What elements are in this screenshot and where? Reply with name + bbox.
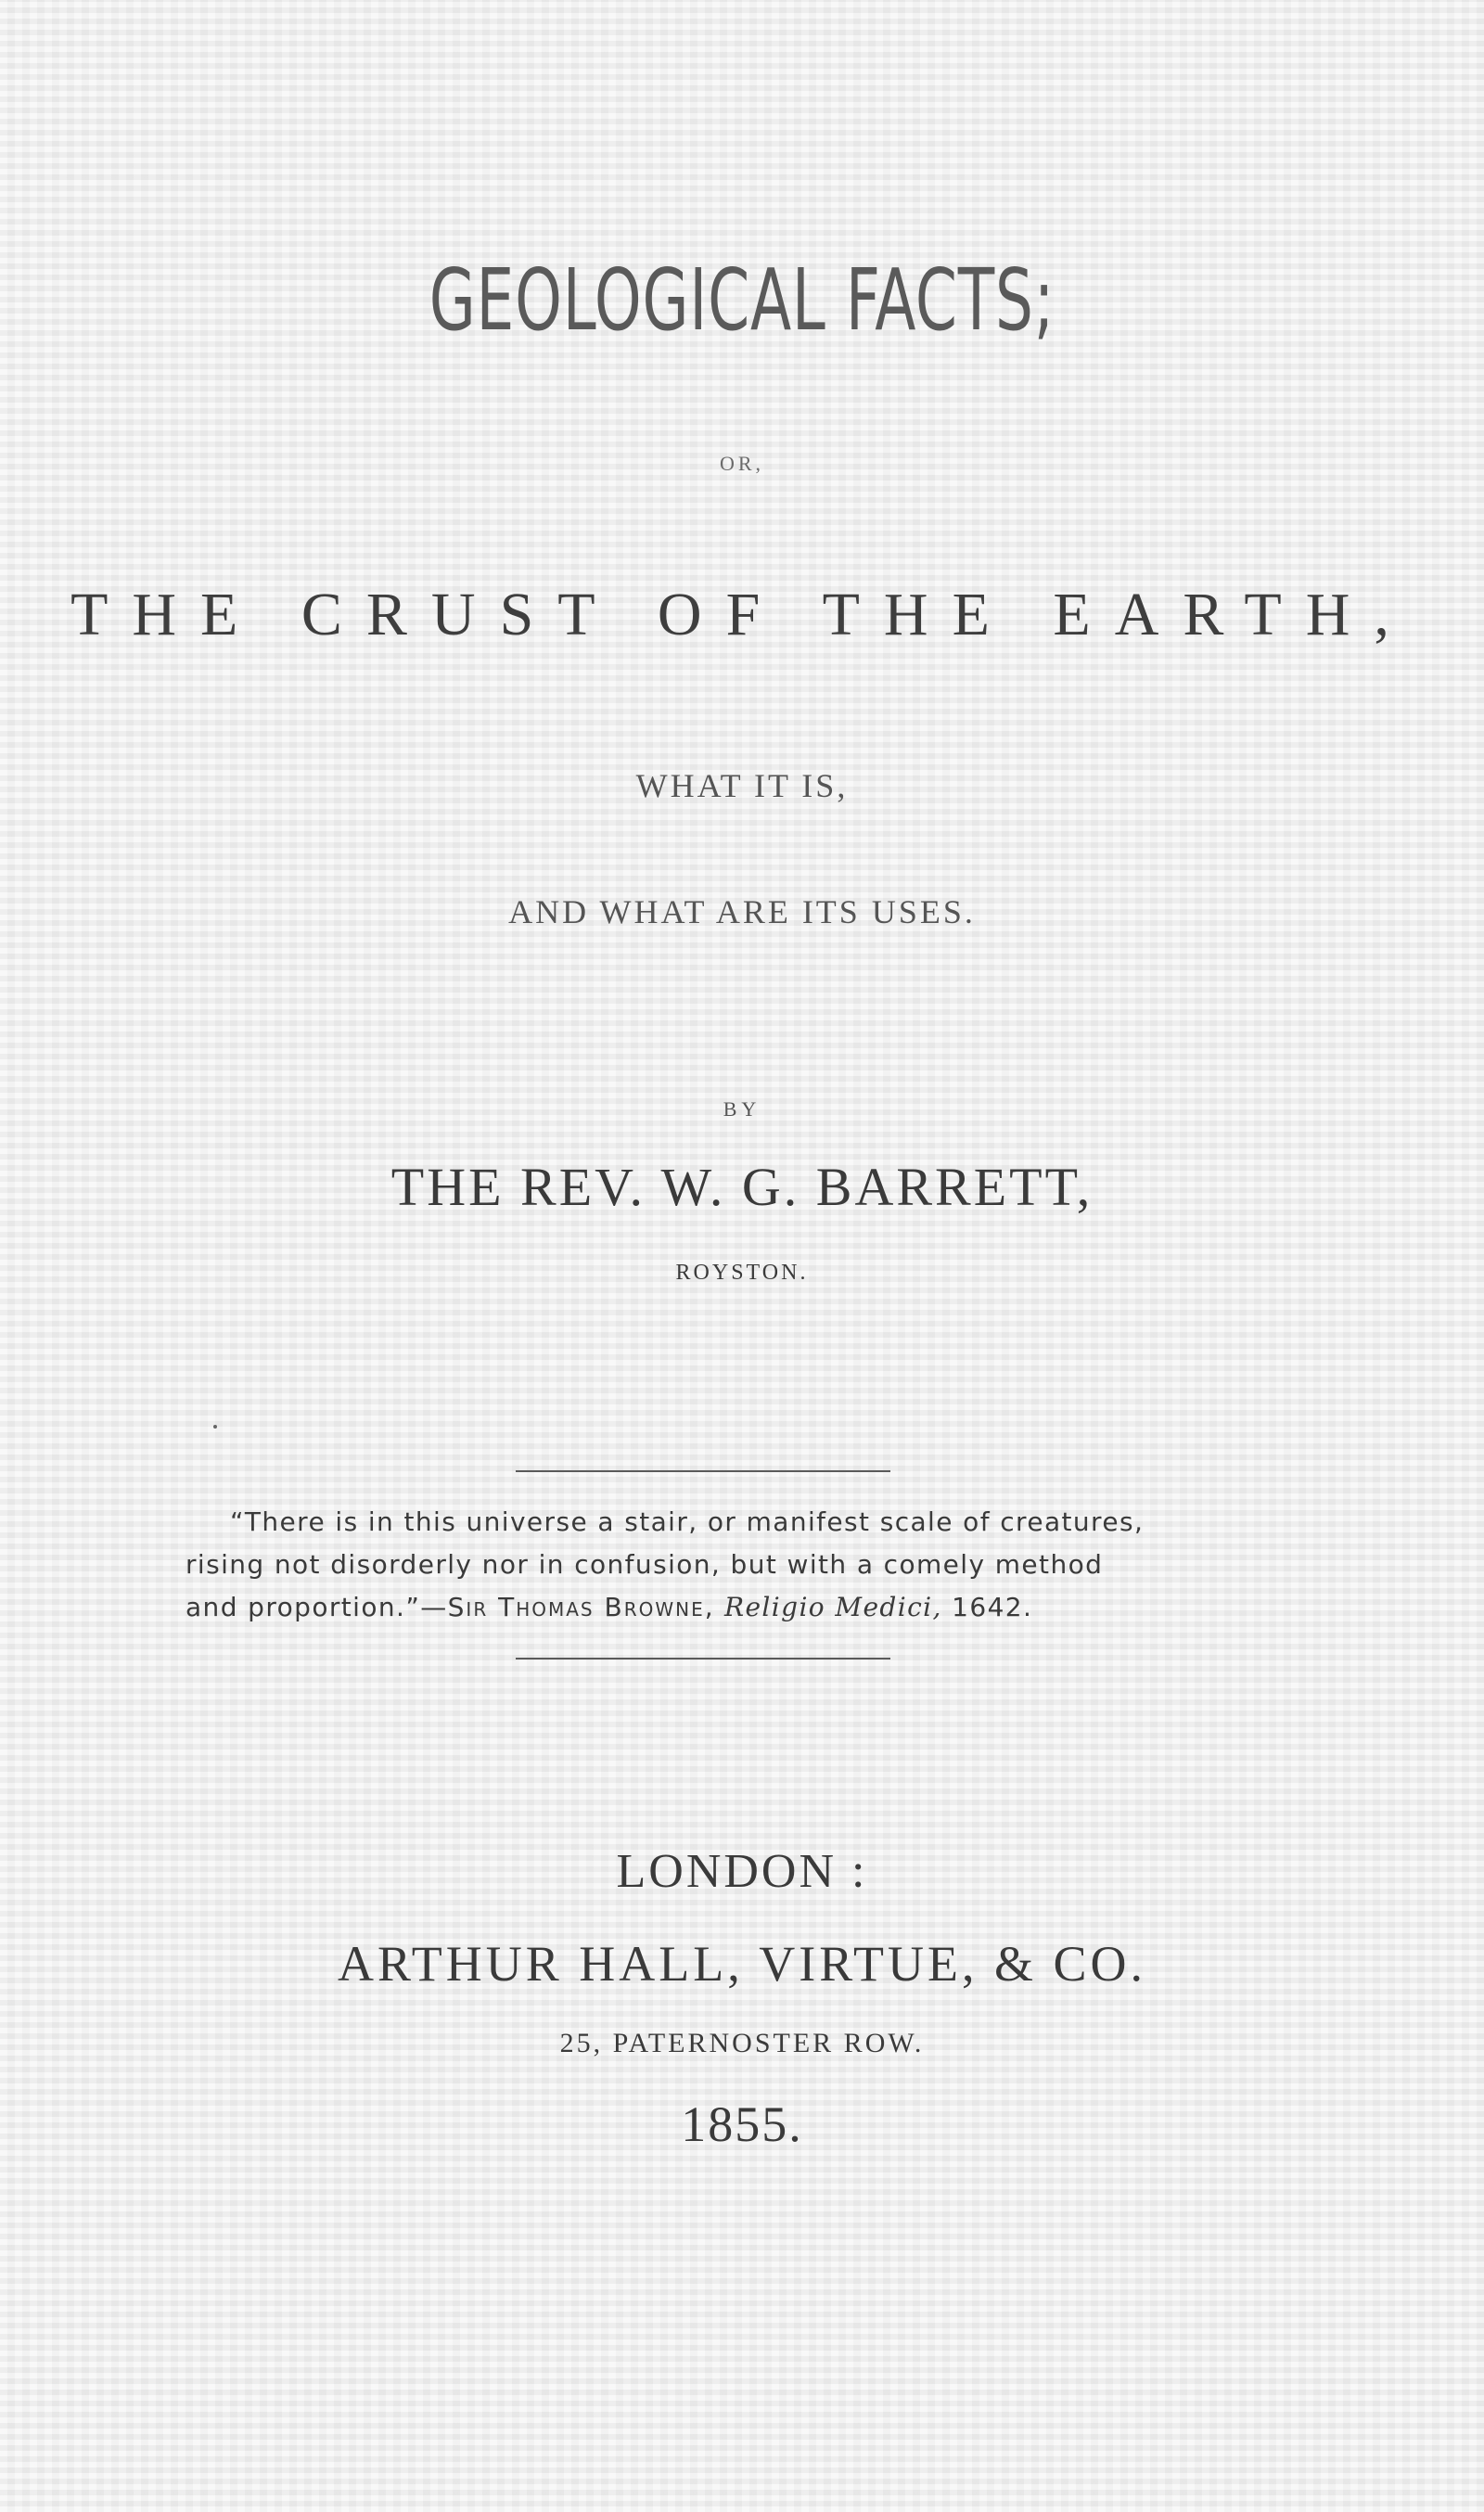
- imprint-publisher: ARTHUR HALL, VIRTUE, & CO.: [338, 1936, 1146, 1992]
- book-subtitle: THE CRUST OF THE EARTH,: [70, 581, 1414, 648]
- imprint-city: LONDON :: [616, 1845, 868, 1898]
- subtitle-line-uses: AND WHAT ARE ITS USES.: [508, 893, 976, 930]
- epigraph-source-work: Religio Medici,: [723, 1592, 942, 1622]
- author-name: THE REV. W. G. BARRETT,: [390, 1157, 1094, 1217]
- epigraph-top-rule: [516, 1470, 890, 1472]
- epigraph-source-year: 1642.: [952, 1592, 1033, 1622]
- epigraph-line-2: rising not disorderly nor in confusion, but with a comely method: [186, 1549, 1104, 1580]
- author-place: ROYSTON.: [675, 1261, 809, 1285]
- epigraph-bottom-rule: [516, 1658, 890, 1660]
- epigraph-line-1: “There is in this universe a stair, or manifest scale of creatures,: [230, 1506, 1145, 1537]
- epigraph-source-author: Sir Thomas Browne,: [447, 1592, 715, 1622]
- imprint-address: 25, PATERNOSTER ROW.: [559, 2028, 925, 2058]
- imprint-year: 1855.: [681, 2096, 803, 2152]
- book-title: GEOLOGICAL FACTS;: [429, 250, 1055, 350]
- epigraph: [186, 1501, 1206, 1629]
- ink-speck: [213, 1425, 217, 1429]
- epigraph-line-3: [186, 1586, 1206, 1629]
- byline-by: BY: [723, 1097, 761, 1121]
- epigraph-line-3-start: and proportion.”—: [186, 1592, 448, 1622]
- subtitle-line-what-it-is: WHAT IT IS,: [635, 767, 849, 804]
- alternate-title-connector: OR,: [719, 452, 765, 475]
